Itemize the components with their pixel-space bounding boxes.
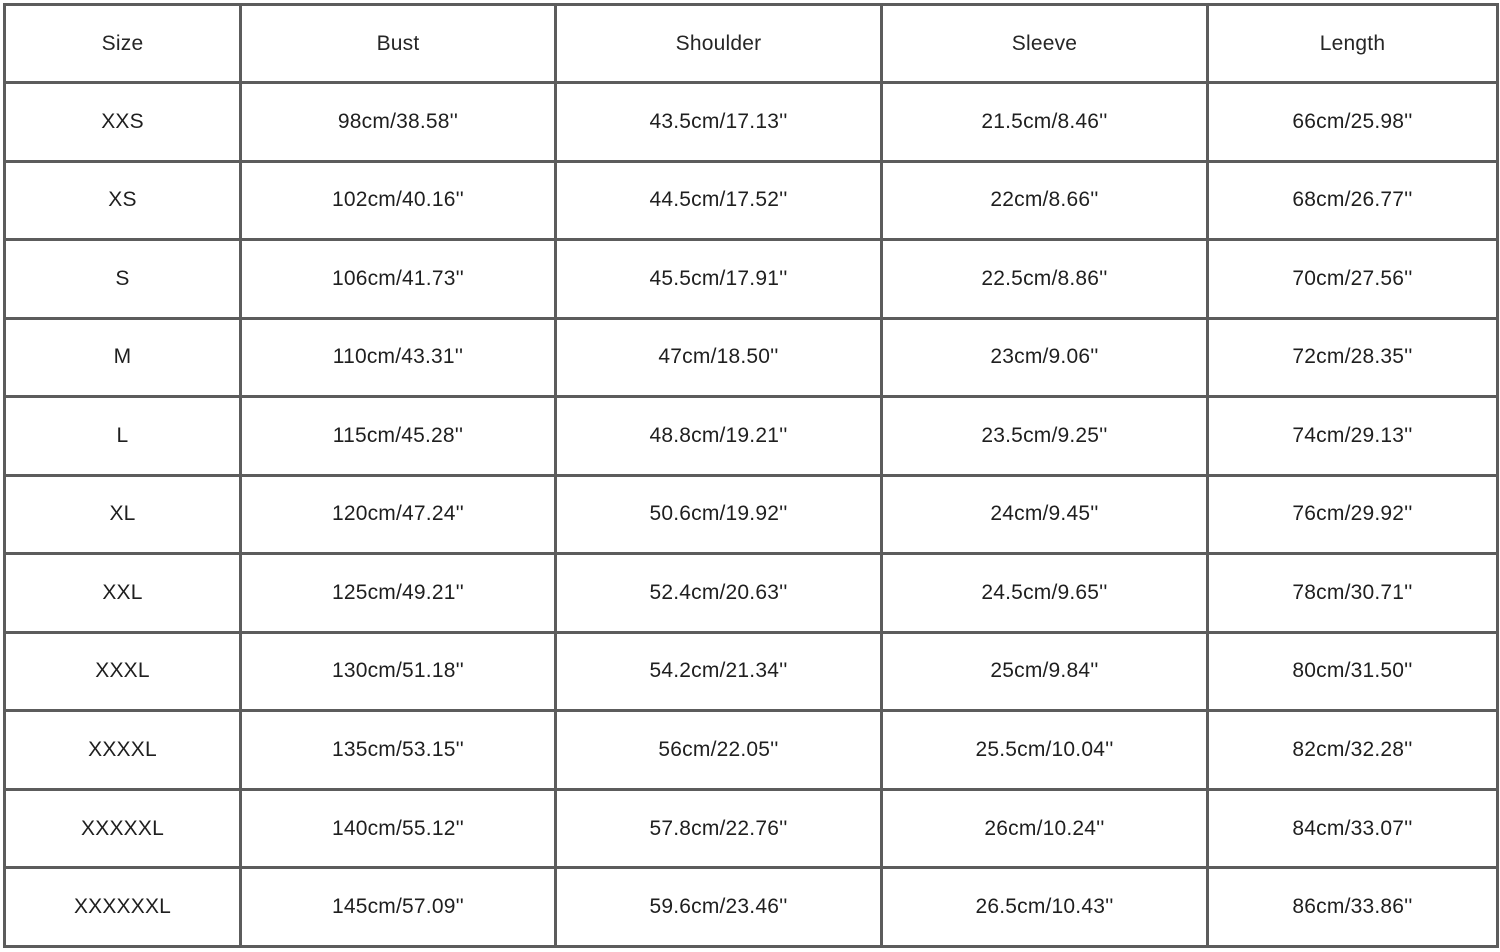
- shoulder-cell: 47cm/18.50'': [556, 318, 882, 397]
- table-row: [5, 240, 1498, 319]
- bust-cell: 106cm/41.73'': [241, 240, 556, 319]
- size-cell: XXXL: [5, 632, 241, 711]
- header-size: Size: [5, 5, 241, 83]
- sleeve-cell: 26.5cm/10.43'': [882, 868, 1208, 947]
- size-chart-table: [3, 3, 1499, 948]
- size-cell: XXL: [5, 554, 241, 633]
- sleeve-cell: 21.5cm/8.46'': [882, 83, 1208, 162]
- length-cell: 66cm/25.98'': [1208, 83, 1498, 162]
- header-row: [5, 5, 1498, 83]
- table-row: [5, 318, 1498, 397]
- table-row: [5, 397, 1498, 476]
- shoulder-cell: 45.5cm/17.91'': [556, 240, 882, 319]
- bust-cell: 130cm/51.18'': [241, 632, 556, 711]
- length-cell: 82cm/32.28'': [1208, 711, 1498, 790]
- table-row: [5, 711, 1498, 790]
- length-cell: 74cm/29.13'': [1208, 397, 1498, 476]
- size-cell: XXXXXL: [5, 789, 241, 868]
- table-row: [5, 83, 1498, 162]
- length-cell: 86cm/33.86'': [1208, 868, 1498, 947]
- sleeve-cell: 24cm/9.45'': [882, 475, 1208, 554]
- header-shoulder: Shoulder: [556, 5, 882, 83]
- sleeve-cell: 25cm/9.84'': [882, 632, 1208, 711]
- table-row: [5, 868, 1498, 947]
- size-cell: XXXXXXL: [5, 868, 241, 947]
- bust-cell: 140cm/55.12'': [241, 789, 556, 868]
- shoulder-cell: 56cm/22.05'': [556, 711, 882, 790]
- sleeve-cell: 25.5cm/10.04'': [882, 711, 1208, 790]
- length-cell: 78cm/30.71'': [1208, 554, 1498, 633]
- shoulder-cell: 44.5cm/17.52'': [556, 161, 882, 240]
- sleeve-cell: 22cm/8.66'': [882, 161, 1208, 240]
- size-cell: XXXXL: [5, 711, 241, 790]
- size-cell: L: [5, 397, 241, 476]
- table-row: [5, 161, 1498, 240]
- bust-cell: 125cm/49.21'': [241, 554, 556, 633]
- length-cell: 72cm/28.35'': [1208, 318, 1498, 397]
- shoulder-cell: 43.5cm/17.13'': [556, 83, 882, 162]
- header-sleeve: Sleeve: [882, 5, 1208, 83]
- length-cell: 84cm/33.07'': [1208, 789, 1498, 868]
- header-length: Length: [1208, 5, 1498, 83]
- table-row: [5, 789, 1498, 868]
- shoulder-cell: 59.6cm/23.46'': [556, 868, 882, 947]
- shoulder-cell: 54.2cm/21.34'': [556, 632, 882, 711]
- shoulder-cell: 52.4cm/20.63'': [556, 554, 882, 633]
- length-cell: 80cm/31.50'': [1208, 632, 1498, 711]
- bust-cell: 110cm/43.31'': [241, 318, 556, 397]
- size-cell: XS: [5, 161, 241, 240]
- sleeve-cell: 26cm/10.24'': [882, 789, 1208, 868]
- table-row: [5, 632, 1498, 711]
- shoulder-cell: 57.8cm/22.76'': [556, 789, 882, 868]
- sleeve-cell: 23.5cm/9.25'': [882, 397, 1208, 476]
- size-cell: XL: [5, 475, 241, 554]
- size-cell: S: [5, 240, 241, 319]
- sleeve-cell: 22.5cm/8.86'': [882, 240, 1208, 319]
- length-cell: 70cm/27.56'': [1208, 240, 1498, 319]
- bust-cell: 98cm/38.58'': [241, 83, 556, 162]
- table-row: [5, 554, 1498, 633]
- size-cell: XXS: [5, 83, 241, 162]
- length-cell: 76cm/29.92'': [1208, 475, 1498, 554]
- size-cell: M: [5, 318, 241, 397]
- shoulder-cell: 48.8cm/19.21'': [556, 397, 882, 476]
- sleeve-cell: 23cm/9.06'': [882, 318, 1208, 397]
- shoulder-cell: 50.6cm/19.92'': [556, 475, 882, 554]
- bust-cell: 120cm/47.24'': [241, 475, 556, 554]
- table-row: [5, 475, 1498, 554]
- bust-cell: 115cm/45.28'': [241, 397, 556, 476]
- length-cell: 68cm/26.77'': [1208, 161, 1498, 240]
- bust-cell: 145cm/57.09'': [241, 868, 556, 947]
- bust-cell: 135cm/53.15'': [241, 711, 556, 790]
- sleeve-cell: 24.5cm/9.65'': [882, 554, 1208, 633]
- header-bust: Bust: [241, 5, 556, 83]
- bust-cell: 102cm/40.16'': [241, 161, 556, 240]
